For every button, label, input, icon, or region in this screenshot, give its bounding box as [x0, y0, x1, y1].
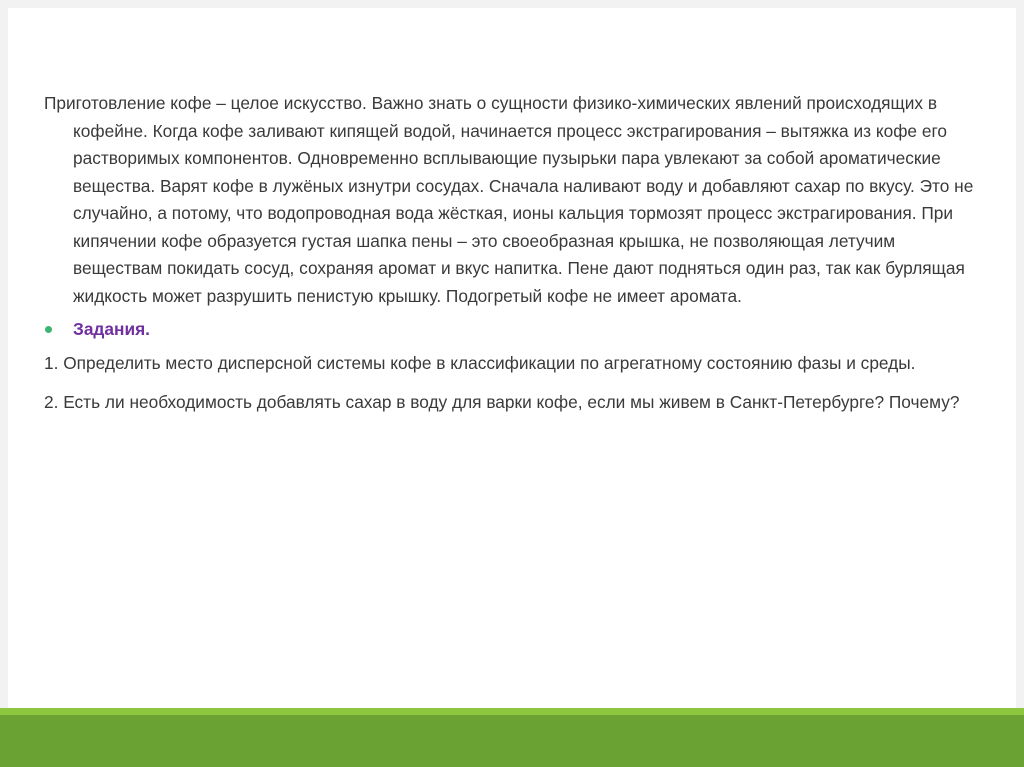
task-2: 2. Есть ли необходимость добавлять сахар в воду для варки кофе, если мы живем в Санкт-Петербурге? Почему?	[44, 392, 960, 412]
task-1: 1. Определить место дисперсной системы кофе в классификации по агрегатному состоянию фазы и среды.	[44, 352, 916, 373]
bullet-dot-icon	[45, 326, 52, 333]
tasks-heading	[44, 316, 974, 344]
intro-paragraph: Приготовление кофе – целое искусство. Важно знать о сущности физико-химических явлений происходящих в кофейне. Когда кофе заливают кипящей водой, начинается процесс экстрагирования – вытяжка из кофе его растворимых компонентов. Одновременно всплывающие пузырьки пара увлекают за собой ароматические вещества. Варят кофе в лужёных изнутри сосудах. Сначала наливают воду и добавляют сахар по вкусу. Это не случайно, а потому, что водопроводная вода жёсткая, ионы кальция тормозят процесс экстрагирования. При кипячении кофе образуется густая шапка пены – это своеобразная крышка, не позволяющая летучим веществам покидать сосуд, сохраняя аромат и вкус напитка. Пене дают подняться один раз, так как бурлящая жидкость может разрушить пенистую крышку. Подогретый кофе не имеет аромата.	[44, 93, 974, 306]
footer-band	[0, 715, 1024, 767]
slide-text-body	[44, 90, 974, 429]
footer-band-light	[0, 708, 1024, 715]
tasks-heading-label: Задания.	[73, 319, 150, 339]
